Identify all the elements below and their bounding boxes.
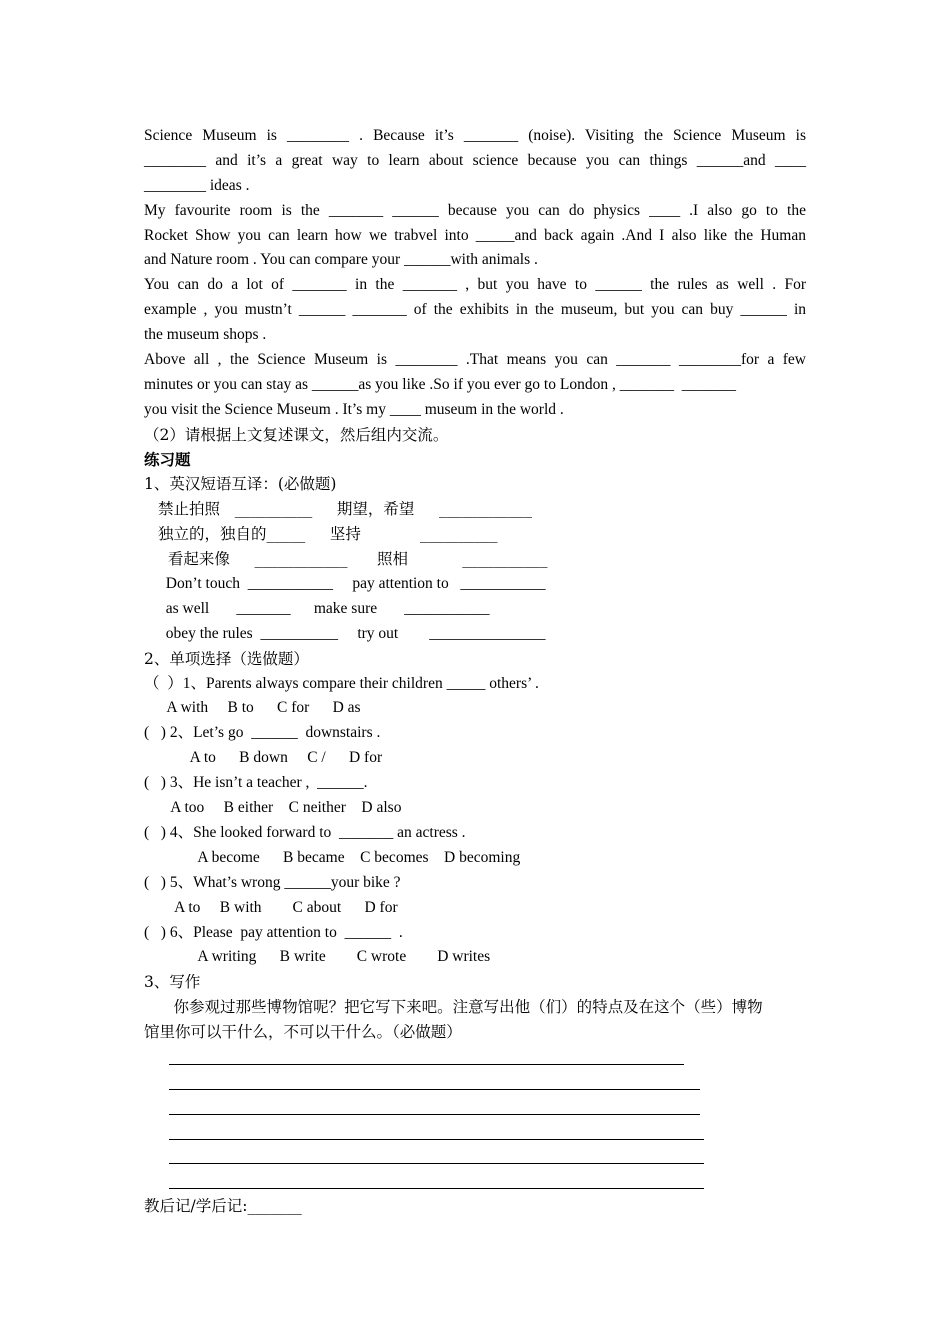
passage-line: My favourite room is the _______ ______ because you can do physics ____ .I also go to the [144,201,806,219]
writing-line[interactable] [144,1045,806,1070]
phrase-row: 独立的，独自的_____ 坚持 __________ [158,525,498,544]
writing-line[interactable] [144,1095,806,1120]
choice-options: A to B down C / D for [144,749,383,767]
writing-heading: 3、写作 [144,973,201,992]
passage-line: Rocket Show you can learn how we trabvel into _____and back again .And I also like the Human [144,226,806,244]
worksheet [144,124,806,1219]
choice-options: A become B became C becomes D becoming [144,848,521,866]
passage-line: minutes or you can stay as ______as you like .So if you ever go to London , _______ _______ [144,375,736,393]
choice-question: ( ) 3、He isn’t a teacher , ______. [144,774,368,792]
writing-task [144,970,806,1194]
choice-question: ( ) 4、She looked forward to _______ an actress . [144,823,466,841]
choice-heading: 2、单项选择（选做题） [144,649,309,668]
passage-line: you visit the Science Museum . It’s my ____ museum in the world . [144,400,564,418]
teaching-notes: 教后记/学后记:_______ [144,1197,302,1216]
passage-line: the museum shops . [144,326,267,344]
multiple-choice [144,647,806,971]
phrase-row: as well _______ make sure ___________ [158,599,490,617]
choice-question: ( ) 5、What’s wrong ______your bike ? [144,873,401,891]
phrase-row: Don’t touch ___________ pay attention to ___________ [158,575,546,593]
retell-instruction: （2）请根据上文复述课文，然后组内交流。 [144,425,449,444]
passage-line: Above all , the Science Museum is ________ .That means you can _______ ________for a few [144,351,806,369]
writing-line[interactable] [144,1120,806,1145]
writing-prompt: 你参观过那些博物馆呢？把它写下来吧。注意写出他（们）的特点及在这个（些）博物 [144,998,763,1017]
passage-line: ________ ideas . [144,176,250,194]
choice-question: （ ）1、Parents always compare their children _____ others’ . [144,674,539,692]
passage-line: ________ and it’s a great way to learn about science because you can things ______and ____ [144,151,806,169]
choice-options: A to B with C about D for [144,898,398,916]
choice-options: A with B to C for D as [144,699,361,717]
passage-line: example , you mustn’t ______ _______ of the exhibits in the museum, but you can buy ______ in [144,301,806,319]
choice-options: A too B either C neither D also [144,799,402,817]
passage [144,124,806,423]
phrase-row: 看起来像 ____________ 照相 ___________ [158,550,548,569]
phrase-heading: 1、英汉短语互译：(必做题) [144,475,337,494]
passage-line: You can do a lot of _______ in the _______ , but you have to ______ the rules as well . For [144,276,806,294]
choice-question: ( ) 2、Let’s go ______ downstairs . [144,724,381,742]
writing-line[interactable] [144,1070,806,1095]
phrase-row: obey the rules __________ try out _______________ [158,624,546,642]
writing-line[interactable] [144,1169,806,1194]
writing-prompt: 馆里你可以干什么，不可以干什么。（必做题） [144,1023,462,1042]
passage-line: and Nature room . You can compare your ______with animals . [144,251,538,269]
phrase-row: 禁止拍照 __________ 期望，希望 ____________ [158,500,533,519]
phrase-translation [144,472,806,646]
exercises-title: 练习题 [144,449,191,469]
choice-options: A writing B write C wrote D writes [144,948,491,966]
writing-line[interactable] [144,1145,806,1170]
passage-line: Science Museum is ________ . Because it’s _______ (noise). Visiting the Science Museum is [144,127,806,144]
choice-question: ( ) 6、Please pay attention to ______ . [144,923,403,941]
